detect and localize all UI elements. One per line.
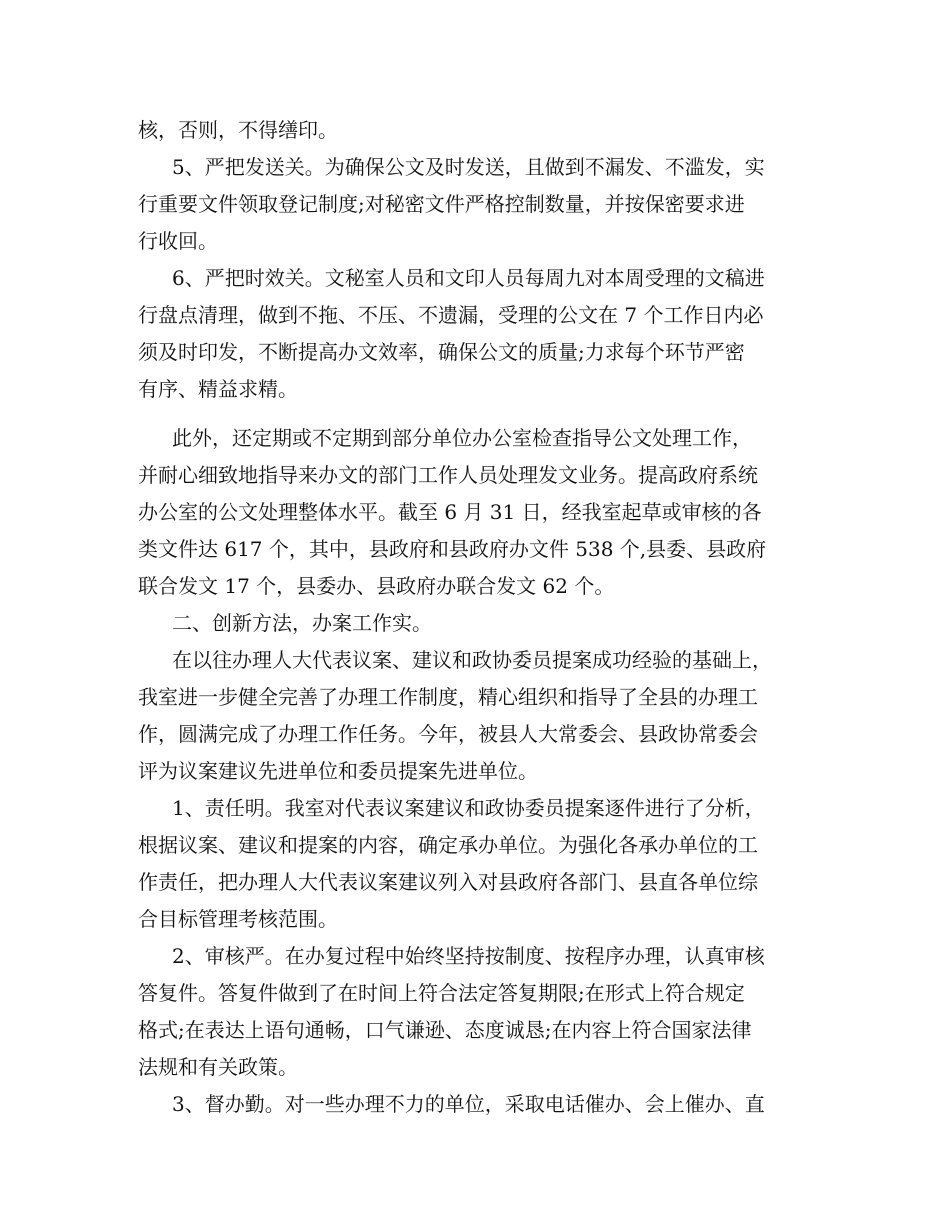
text-line-11: 办公室的公文处理整体水平。截至 6 月 31 日，经我室起草或审核的各 <box>138 500 762 524</box>
text-line-1: 核，否则，不得缮印。 <box>138 118 338 142</box>
text-line-15: 在以往办理人大代表议案、建议和政协委员提案成功经验的基础上， <box>172 648 772 672</box>
text-line-21: 作责任，把办理人大代表议案建议列入对县政府各部门、县直各单位综 <box>138 870 758 894</box>
section-heading: 二、创新方法，办案工作实。 <box>172 611 432 635</box>
text-line-4: 行收回。 <box>138 229 218 253</box>
text-line-18: 评为议案建议先进单位和委员提案先进单位。 <box>138 759 538 783</box>
text-line-17: 作，圆满完成了办理工作任务。今年，被县人大常委会、县政协常委会 <box>138 722 758 746</box>
text-line-7: 须及时印发，不断提高办文效率，确保公文的质量;力求每个环节严密 <box>138 340 745 364</box>
text-line-8: 有序、精益求精。 <box>138 377 298 401</box>
text-line-23: 2、审核严。在办复过程中始终坚持按制度、按程序办理，认真审核 <box>172 944 765 968</box>
text-line-16: 我室进一步健全完善了办理工作制度，精心组织和指导了全县的办理工 <box>138 685 758 709</box>
text-line-19: 1、责任明。我室对代表议案建议和政协委员提案逐件进行了分析， <box>172 796 765 820</box>
text-line-6: 行盘点清理，做到不拖、不压、不遗漏，受理的公文在 7 个工作日内必 <box>138 303 764 327</box>
text-line-22: 合目标管理考核范围。 <box>138 907 338 931</box>
text-line-27: 3、督办勤。对一些办理不力的单位，采取电话催办、会上催办、直 <box>172 1092 765 1116</box>
text-line-3: 行重要文件领取登记制度;对秘密文件严格控制数量，并按保密要求进 <box>138 192 745 216</box>
text-line-2: 5、严把发送关。为确保公文及时发送，且做到不漏发、不滥发，实 <box>172 155 765 179</box>
text-line-5: 6、严把时效关。文秘室人员和文印人员每周九对本周受理的文稿进 <box>172 266 765 290</box>
text-line-24: 答复件。答复件做到了在时间上符合法定答复期限;在形式上符合规定 <box>138 981 745 1005</box>
text-line-9: 此外，还定期或不定期到部分单位办公室检查指导公文处理工作， <box>172 426 752 450</box>
text-line-25: 格式;在表达上语句通畅，口气谦逊、态度诚恳;在内容上符合国家法律 <box>138 1018 752 1042</box>
text-line-13: 联合发文 17 个，县委办、县政府办联合发文 62 个。 <box>138 574 615 598</box>
text-line-20: 根据议案、建议和提案的内容，确定承办单位。为强化各承办单位的工 <box>138 833 758 857</box>
text-line-10: 并耐心细致地指导来办文的部门工作人员处理发文业务。提高政府系统 <box>138 463 758 487</box>
text-line-26: 法规和有关政策。 <box>138 1055 298 1079</box>
text-line-12: 类文件达 617 个，其中，县政府和县政府办文件 538 个,县委、县政府 <box>138 537 767 561</box>
